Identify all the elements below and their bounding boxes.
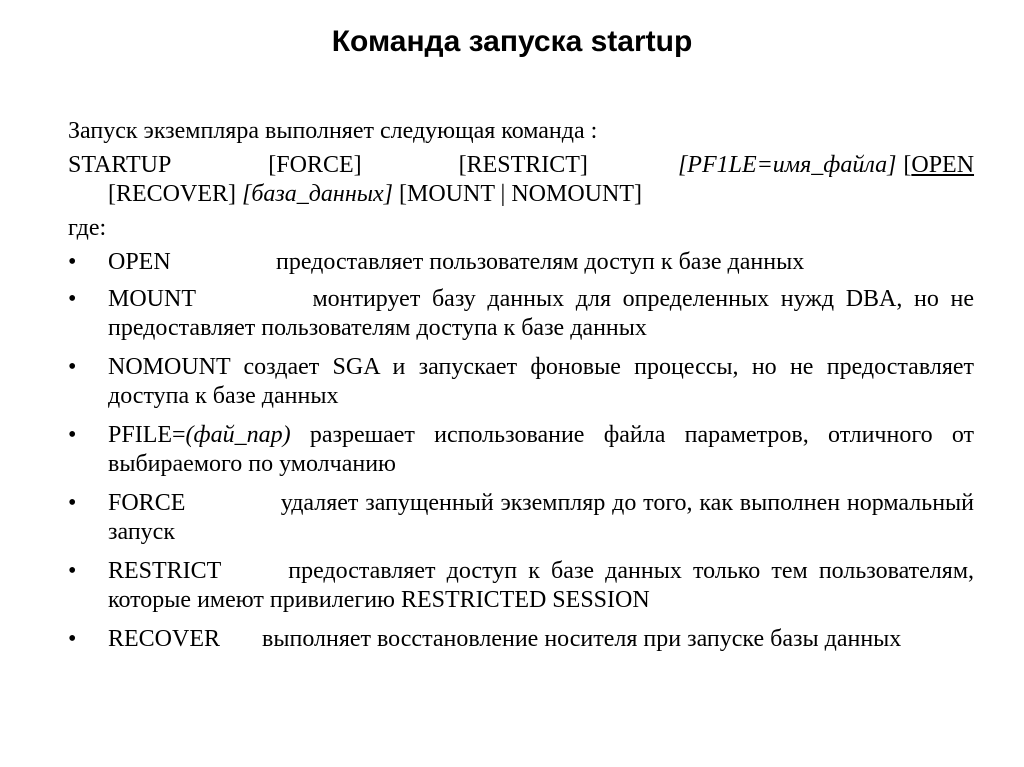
bullet-icon: •: [68, 286, 77, 312]
bullet-icon: •: [68, 490, 77, 516]
bullet-icon: •: [68, 626, 77, 652]
where-label: где:: [68, 215, 107, 241]
option-term: MOUNT: [108, 286, 196, 312]
option-restrict: [68, 557, 974, 615]
options-list: [68, 248, 974, 654]
option-pfile: [68, 421, 974, 479]
option-term: NOMOUNT: [108, 354, 231, 380]
bullet-icon: •: [68, 422, 77, 448]
option-term-italic: (фай_пар): [185, 422, 291, 448]
option-desc: разрешает использование файла параметров, отличного от выбираемого по умолчанию: [108, 422, 975, 477]
slide-body: [68, 117, 974, 664]
syntax-startup: STARTUP: [68, 152, 172, 178]
option-force: [68, 489, 974, 547]
syntax-open: OPEN: [911, 152, 975, 178]
intro-text: Запуск экземпляра выполняет следующая команда :: [68, 118, 598, 144]
option-desc: предоставляет доступ к базе данных только тем пользователям, которые имеют привилегию RESTRICTED SESSION: [108, 558, 975, 613]
syntax-open-bracket: [: [903, 152, 912, 178]
option-term: FORCE: [108, 490, 186, 516]
option-term: PFILE=: [108, 422, 186, 448]
option-mount: [68, 285, 974, 343]
option-desc: выполняет восстановление носителя при запуске базы данных: [262, 626, 902, 652]
option-term: RESTRICT: [108, 558, 222, 584]
bullet-icon: •: [68, 558, 77, 584]
option-open: [68, 248, 974, 277]
option-desc: удаляет запущенный экземпляр до того, как выполнен нормальный запуск: [108, 490, 975, 545]
startup-syntax: [68, 151, 974, 209]
syntax-mount-nomount: [MOUNT | NOMOUNT]: [398, 181, 642, 207]
slide-title: Команда запуска startup: [331, 25, 693, 58]
option-term: OPEN: [108, 249, 171, 275]
option-recover: [68, 625, 974, 654]
bullet-icon: •: [68, 354, 77, 380]
syntax-recover: [RECOVER]: [108, 181, 236, 207]
syntax-pfile: [PF1LE=имя_файла]: [677, 152, 897, 178]
option-desc: монтирует базу данных для определенных нужд DBA, но не предоставляет пользователям доступа к базе данных: [108, 286, 975, 341]
syntax-force: [FORCE]: [268, 152, 362, 178]
bullet-icon: •: [68, 249, 77, 275]
syntax-restrict: [RESTRICT]: [458, 152, 588, 178]
option-term: RECOVER: [108, 626, 221, 652]
syntax-db-name: [база_данных]: [242, 181, 393, 207]
option-nomount: [68, 353, 974, 411]
option-desc: предоставляет пользователям доступ к базе данных: [276, 249, 805, 275]
option-desc: создает SGA и запускает фоновые процессы, но не предоставляет доступа к базе данных: [108, 354, 974, 409]
